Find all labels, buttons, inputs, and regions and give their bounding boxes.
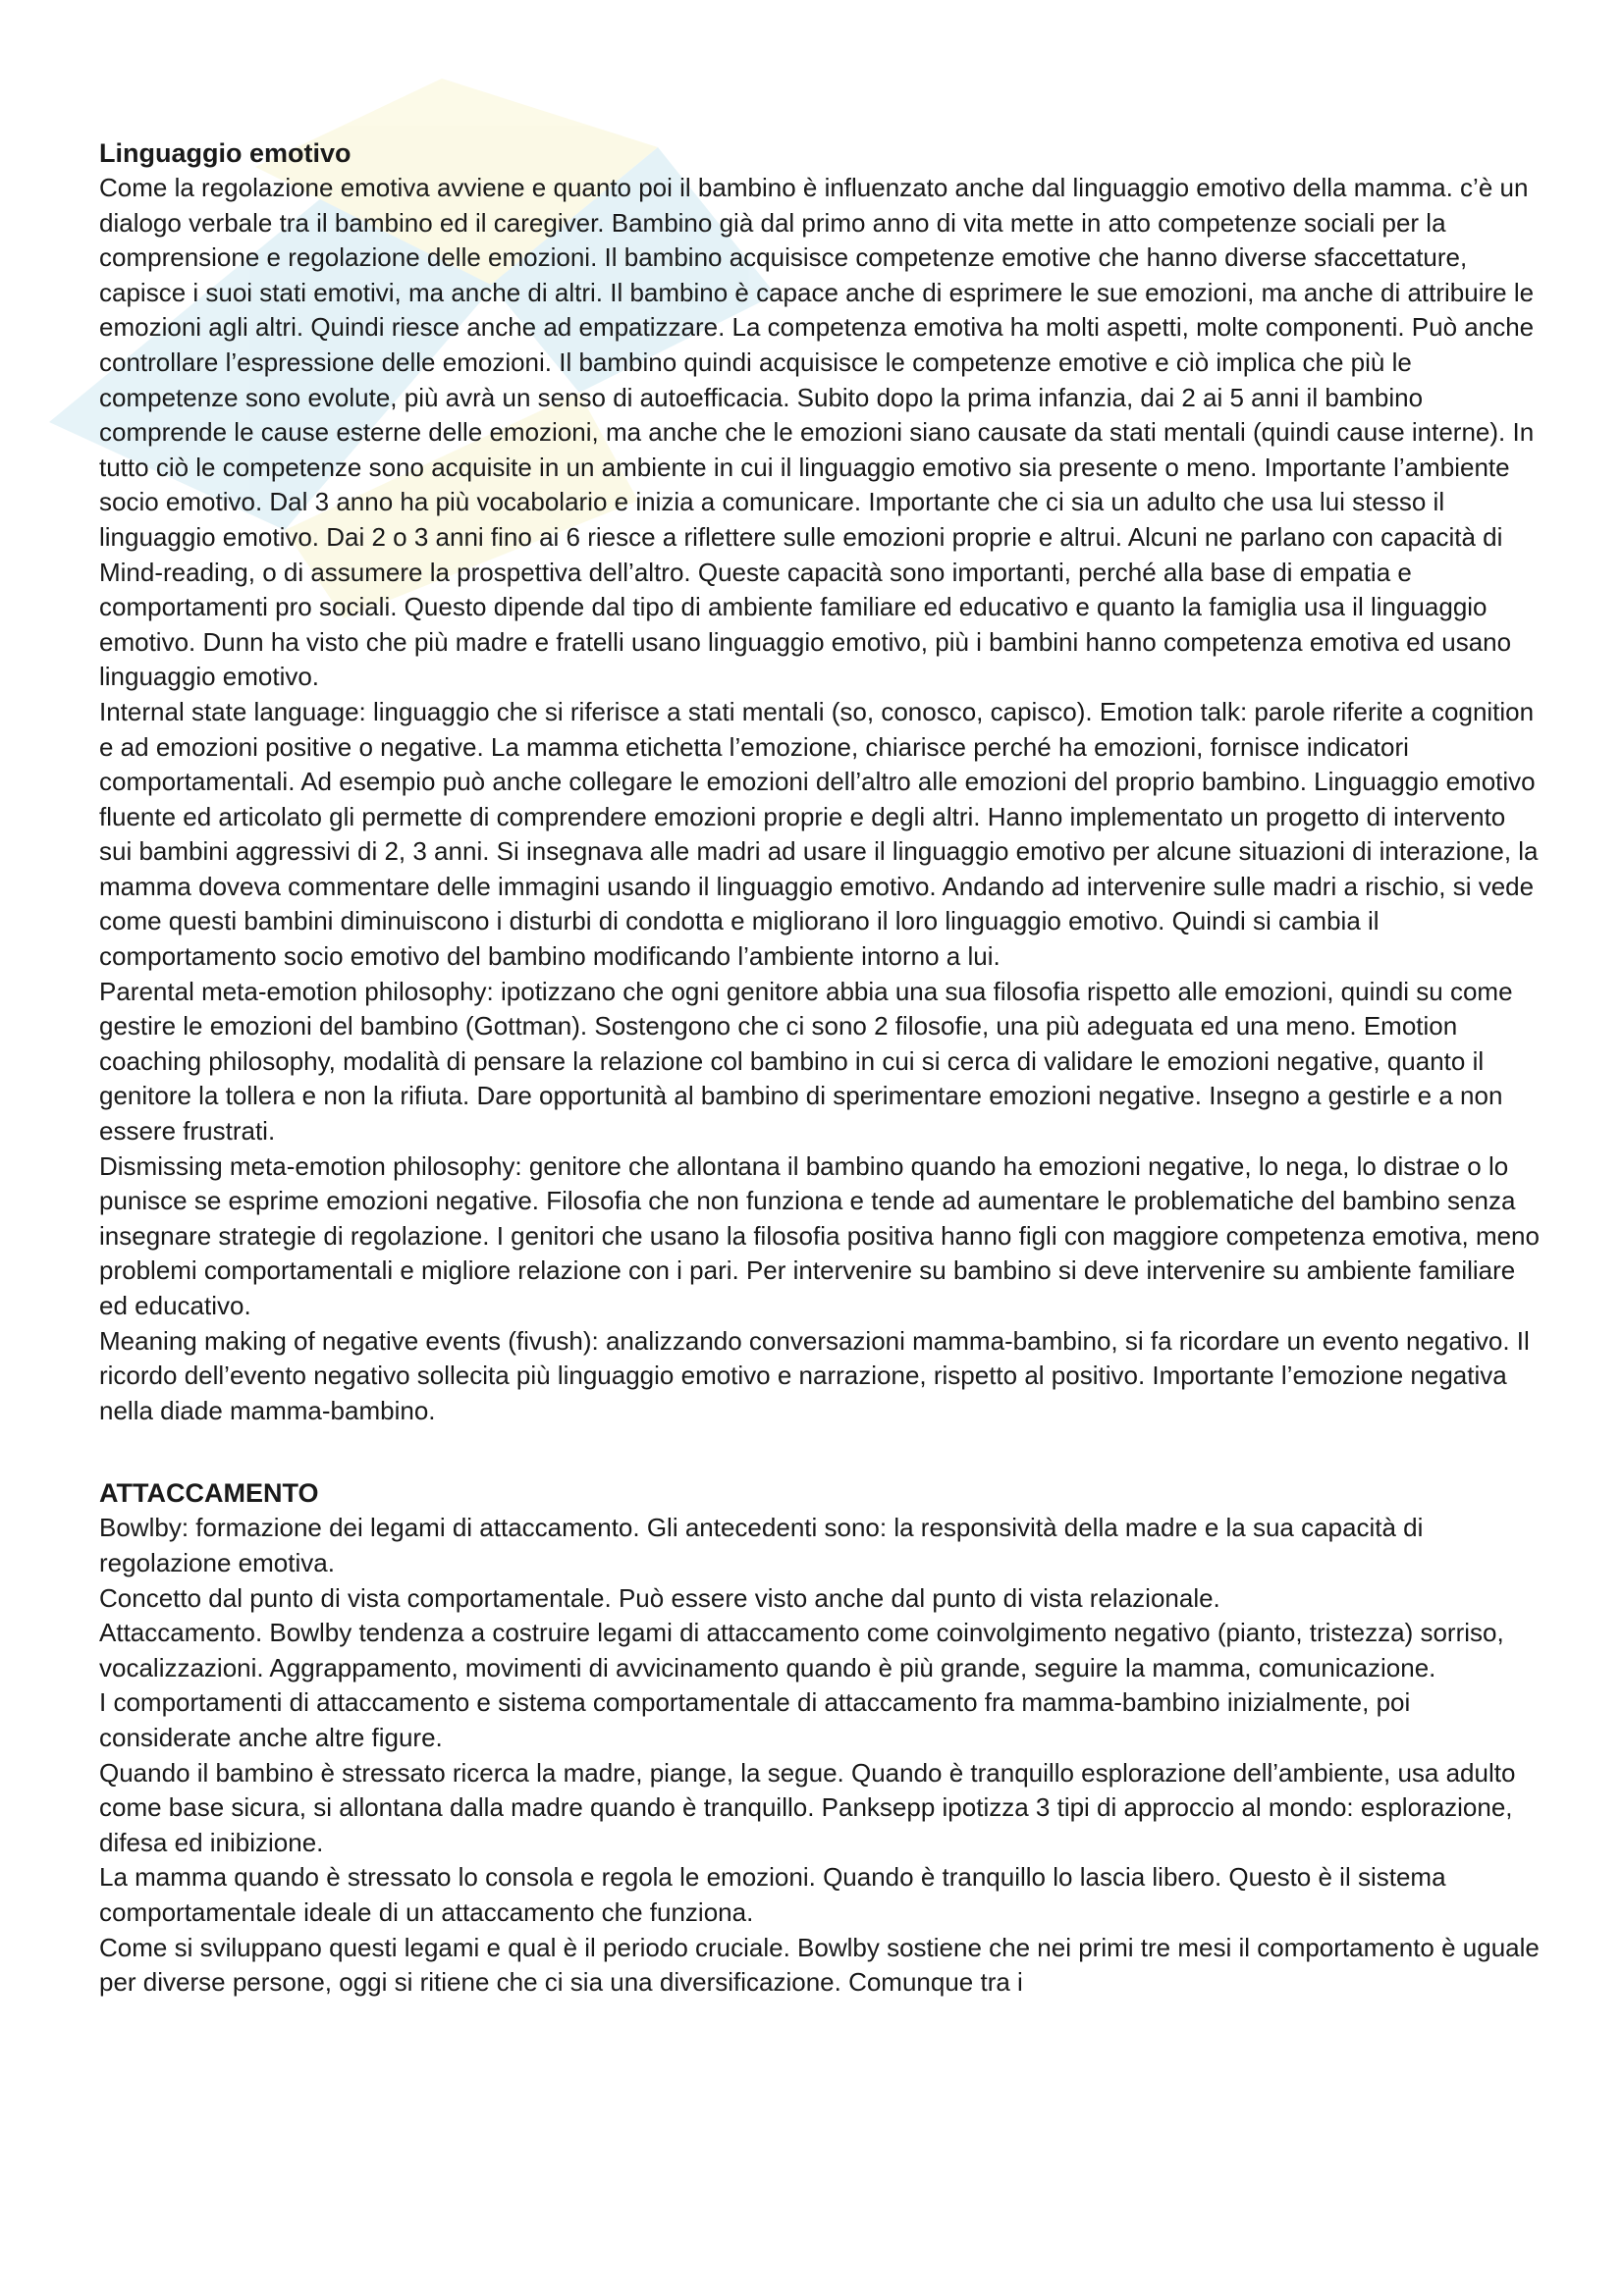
paragraph: I comportamenti di attaccamento e sistema comportamentale di attaccamento fra mamma-bambino inizialmente, poi considerate anche altre figure. — [99, 1687, 1411, 1752]
section-heading: Linguaggio emotivo — [99, 138, 352, 168]
paragraph: Come si sviluppano questi legami e qual è il periodo cruciale. Bowlby sostiene che nei primi tre mesi il comportamento è uguale per diverse persone, oggi si ritiene che ci sia una diversificazione. Comunque tra i — [99, 1932, 1540, 1998]
paragraph: Meaning making of negative events (fivush): analizzando conversazioni mamma-bambino, si fa ricordare un evento negativo. Il ricordo dell’evento negativo sollecita più linguaggio emotivo e narrazione, rispetto al positivo. Importante l’emozione negativa nella diade mamma-bambino. — [99, 1325, 1530, 1425]
paragraph: Internal state language: linguaggio che si riferisce a stati mentali (so, conosco, capisco). Emotion talk: parole riferite a cognition e ad emozioni positive o negative. La mamma etichetta l’emozione, chiarisce perché ha emozioni, fornisce indicatori comportamentali. Ad esempio può anche collegare le emozioni dell’altro alle emozioni del proprio bambino. Linguaggio emotivo fluente ed articolato gli permette di comprendere emozioni proprie e degli altri. Hanno implementato un progetto di intervento sui bambini aggressivi di 2, 3 anni. Si insegnava alle madri ad usare il linguaggio emotivo per alcune situazioni di interazione, la mamma doveva commentare delle immagini usando il linguaggio emotivo. Andando ad intervenire sulle madri a rischio, si vede come questi bambini diminuiscono i disturbi di condotta e migliorano il loro linguaggio emotivo. Quindi si cambia il comportamento socio emotivo del bambino modificando l’ambiente intorno a lui. — [99, 696, 1539, 972]
paragraph: Quando il bambino è stressato ricerca la madre, piange, la segue. Quando è tranquillo esplorazione dell’ambiente, usa adulto come base sicura, si allontana dalla madre quando è tranquillo. Panksepp ipotizza 3 tipi di approccio al mondo: esplorazione, difesa ed inibizione. — [99, 1757, 1516, 1857]
paragraph: Concetto dal punto di vista comportamentale. Può essere visto anche dal punto di vista relazionale. — [99, 1582, 1220, 1613]
section-linguaggio-emotivo — [99, 135, 1542, 1428]
section-spacer — [99, 1428, 1542, 1475]
paragraph: Attaccamento. Bowlby tendenza a costruire legami di attaccamento come coinvolgimento negativo (pianto, tristezza) sorriso, vocalizzazioni. Aggrappamento, movimenti di avvicinamento quando è più grande, seguire la mamma, comunicazione. — [99, 1618, 1504, 1682]
section-attaccamento — [99, 1475, 1542, 2000]
document-page — [99, 135, 1542, 2001]
paragraph: Parental meta-emotion philosophy: ipotizzano che ogni genitore abbia una sua filosofia rispetto alle emozioni, quindi su come gestire le emozioni del bambino (Gottman). Sostengono che ci sono 2 filosofie, una più adeguata ed una meno. Emotion coaching philosophy, modalità di pensare la relazione col bambino in cui si cerca di validare le emozioni negative, quanto il genitore la tollera e non la rifiuta. Dare opportunità al bambino di sperimentare emozioni negative. Insegno a gestirle e a non essere frustrati. — [99, 976, 1513, 1147]
paragraph: Bowlby: formazione dei legami di attaccamento. Gli antecedenti sono: la responsività della madre e la sua capacità di regolazione emotiva. — [99, 1513, 1424, 1577]
paragraph: La mamma quando è stressato lo consola e regola le emozioni. Quando è tranquillo lo lascia libero. Questo è il sistema comportamentale ideale di un attaccamento che funziona. — [99, 1862, 1446, 1927]
paragraph: Come la regolazione emotiva avviene e quanto poi il bambino è influenzato anche dal linguaggio emotivo della mamma. c’è un dialogo verbale tra il bambino ed il caregiver. Bambino già dal primo anno di vita mette in atto competenze sociali per la comprensione e regolazione delle emozioni. Il bambino acquisisce competenze emotive che hanno diverse sfaccettature, capisce i suoi stati emotivi, ma anche di altri. Il bambino è capace anche di esprimere le sue emozioni, ma anche di attribuire le emozioni agli altri. Quindi riesce anche ad empatizzare. La competenza emotiva ha molti aspetti, molte componenti. Può anche controllare l’espressione delle emozioni. Il bambino quindi acquisisce le competenze emotive e ciò implica che più le competenze sono evolute, più avrà un senso di autoefficacia. Subito dopo la prima infanzia, dai 2 ai 5 anni il bambino comprende le cause esterne delle emozioni, ma anche che le emozioni siano causate da stati mentali (quindi cause interne). In tutto ciò le competenze sono acquisite in un ambiente in cui il linguaggio emotivo sia presente o meno. Importante l’ambiente socio emotivo. Dal 3 anno ha più vocabolario e inizia a comunicare. Importante che ci sia un adulto che usa lui stesso il linguaggio emotivo. Dai 2 o 3 anni fino ai 6 riesce a riflettere sulle emozioni proprie e altrui. Alcuni ne parlano con capacità di Mind-reading, o di assumere la prospettiva dell’altro. Queste capacità sono importanti, perché alla base di empatia e comportamenti pro sociali. Questo dipende dal tipo di ambiente familiare ed educativo e quanto la famiglia usa il linguaggio emotivo. Dunn ha visto che più madre e fratelli usano linguaggio emotivo, più i bambini hanno competenza emotiva ed usano linguaggio emotivo. — [99, 173, 1535, 692]
section-heading: ATTACCAMENTO — [99, 1478, 319, 1509]
paragraph: Dismissing meta-emotion philosophy: genitore che allontana il bambino quando ha emozioni negative, lo nega, lo distrae o lo punisce se esprime emozioni negative. Filosofia che non funziona e tende ad aumentare le problematiche del bambino senza insegnare strategie di regolazione. I genitori che usano la filosofia positiva hanno figli con maggiore competenza emotiva, meno problemi comportamentali e migliore relazione con i pari. Per intervenire su bambino si deve intervenire su ambiente familiare ed educativo. — [99, 1150, 1540, 1320]
